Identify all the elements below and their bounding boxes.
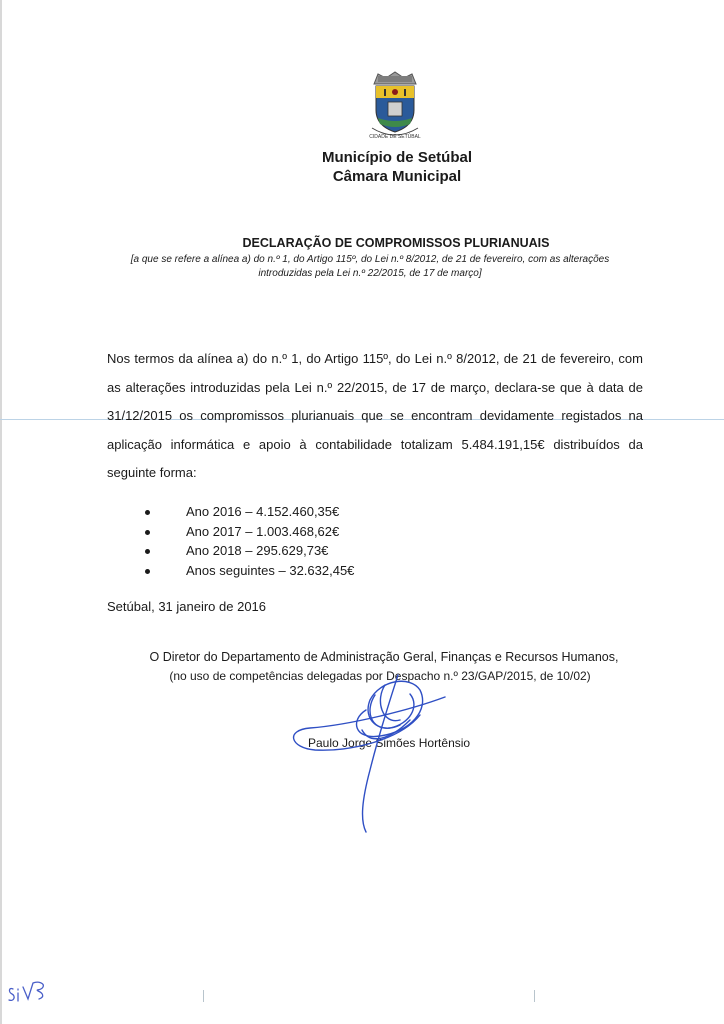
handwritten-initials-icon bbox=[5, 975, 60, 1010]
list-item bbox=[145, 541, 354, 561]
bullet-icon bbox=[145, 510, 150, 515]
bullet-icon bbox=[145, 530, 150, 535]
list-item bbox=[145, 561, 354, 581]
scan-tick-mark bbox=[203, 990, 204, 1002]
council-name: Câmara Municipal bbox=[332, 168, 462, 185]
list-item bbox=[145, 522, 354, 542]
coat-of-arms-icon bbox=[362, 70, 428, 140]
list-item-label: Anos seguintes – 32.632,45€ bbox=[186, 562, 355, 578]
declaration-subtitle-line1: [a que se refere a alínea a) do n.º 1, do Artigo 115º, do Lei n.º 8/2012, de 21 de fevereiro, com as alterações bbox=[130, 254, 610, 265]
bullet-icon bbox=[145, 569, 150, 574]
bullet-icon bbox=[145, 549, 150, 554]
signer-role: O Diretor do Departamento de Administração Geral, Finanças e Recursos Humanos, bbox=[149, 650, 619, 664]
list-item-label: Ano 2017 – 1.003.468,62€ bbox=[186, 523, 340, 539]
municipality-name: Município de Setúbal bbox=[321, 149, 472, 166]
list-item-label: Ano 2018 – 295.629,73€ bbox=[186, 543, 329, 558]
letterhead bbox=[0, 148, 724, 186]
list-item bbox=[145, 502, 354, 522]
list-item-label: Ano 2016 – 4.152.460,35€ bbox=[186, 504, 340, 519]
handwritten-signature-icon bbox=[270, 670, 500, 850]
signer-name: Paulo Jorge Simões Hortênsio bbox=[308, 736, 471, 750]
commitments-list bbox=[145, 502, 354, 580]
declaration-subtitle-line2: introduzidas pela Lei n.º 22/2015, de 17 de março] bbox=[258, 268, 482, 279]
declaration-title: DECLARAÇÃO DE COMPROMISSOS PLURIANUAIS bbox=[242, 236, 550, 250]
signature-block bbox=[90, 648, 650, 686]
scan-tick-mark bbox=[534, 990, 535, 1002]
place-date: Setúbal, 31 janeiro de 2016 bbox=[107, 599, 267, 614]
crest-caption: CIDADE DE SETÚBAL bbox=[369, 134, 421, 140]
delegation-note: (no uso de competências delegadas por Despacho n.º 23/GAP/2015, de 10/02) bbox=[169, 669, 591, 683]
declaration-paragraph: Nos termos da alínea a) do n.º 1, do Artigo 115º, do Lei n.º 8/2012, de 21 de fevereiro, com as alterações introduzidas pela Lei n.º 22/2015, de 17 de março, declara-se que à data de 31/12/2015 os compromissos plurianuais que se encontram devidamente registados na aplicação informática e apoio à contabilidade totalizam 5.484.191,15€ distribuídos da seguinte forma: bbox=[107, 351, 643, 480]
declaration-title-block bbox=[90, 236, 650, 281]
